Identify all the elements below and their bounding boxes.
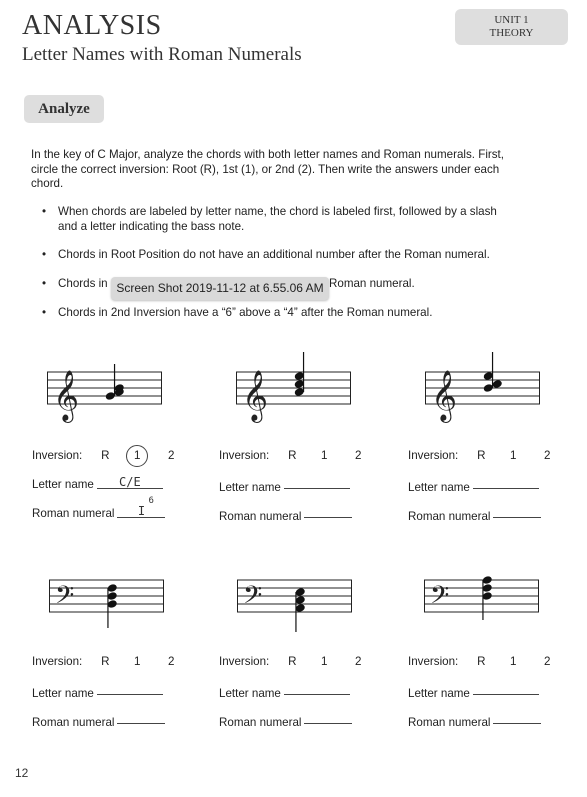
music-staff — [49, 568, 174, 628]
inversion-label: Inversion: — [32, 449, 83, 462]
bullet-text: Chords in — [58, 277, 108, 290]
letter-name-row — [32, 475, 163, 491]
letter-name-label: Letter name — [32, 687, 94, 700]
letter-name-answer-field[interactable] — [284, 682, 350, 695]
inversion-option-r[interactable]: R — [477, 655, 486, 668]
inversion-row — [32, 449, 178, 462]
inversion-option-1[interactable]: 1 — [134, 655, 141, 668]
page-subtitle: Letter Names with Roman Numerals — [22, 44, 302, 65]
inversion-option-1[interactable]: 1 — [321, 655, 328, 668]
bullet-dot: • — [42, 248, 47, 261]
roman-numeral-label: Roman numeral — [32, 716, 115, 729]
bullet-text: Chords in Root Position do not have an additional number after the Roman numeral. — [58, 248, 490, 261]
inversion-option-2[interactable]: 2 — [168, 449, 175, 462]
roman-numeral-answer-field[interactable] — [493, 505, 541, 518]
inversion-option-1[interactable]: 1 — [510, 449, 517, 462]
letter-name-label: Letter name — [408, 687, 470, 700]
music-staff — [425, 360, 550, 420]
letter-name-label: Letter name — [219, 687, 281, 700]
letter-name-answer-field[interactable] — [473, 682, 539, 695]
inversion-row — [32, 655, 178, 668]
bass-clef-icon: 𝄢 — [55, 581, 75, 616]
inversion-option-r[interactable]: R — [477, 449, 486, 462]
roman-numeral-row — [32, 496, 165, 520]
roman-numeral-answer: I — [137, 504, 146, 518]
letter-name-row — [32, 684, 163, 700]
inversion-label: Inversion: — [219, 655, 270, 668]
roman-numeral-label: Roman numeral — [408, 716, 491, 729]
inversion-row — [408, 449, 554, 462]
treble-clef-icon: 𝄞 — [242, 370, 269, 421]
letter-name-label: Letter name — [32, 478, 94, 491]
figured-bass-number: 6 — [148, 496, 154, 506]
music-staff — [237, 568, 362, 628]
letter-name-answer-field[interactable] — [284, 476, 350, 489]
roman-numeral-answer-field[interactable] — [117, 496, 165, 518]
music-staff — [47, 360, 172, 420]
letter-name-row — [408, 478, 539, 494]
letter-name-row — [219, 478, 350, 494]
roman-numeral-label: Roman numeral — [219, 510, 302, 523]
inversion-option-2[interactable]: 2 — [544, 655, 551, 668]
inversion-row — [219, 449, 365, 462]
roman-numeral-row — [32, 713, 165, 729]
screenshot-filename-tooltip: Screen Shot 2019-11-12 at 6.55.06 AM — [111, 277, 329, 300]
letter-name-row — [219, 684, 350, 700]
roman-numeral-label: Roman numeral — [219, 716, 302, 729]
inversion-option-2[interactable]: 2 — [168, 655, 175, 668]
unit-category: THEORY — [489, 27, 534, 39]
roman-numeral-answer-field[interactable] — [117, 711, 165, 724]
inversion-option-r[interactable]: R — [288, 655, 297, 668]
circled-selection-mark — [126, 445, 148, 467]
roman-numeral-row — [219, 713, 352, 729]
inversion-option-r[interactable]: R — [101, 449, 110, 462]
letter-name-answer-field[interactable] — [97, 682, 163, 695]
bullet-dot: • — [42, 277, 47, 290]
roman-numeral-row — [408, 713, 541, 729]
letter-name-row — [408, 684, 539, 700]
inversion-option-1[interactable]: 1 — [130, 449, 144, 462]
inversion-option-r[interactable]: R — [101, 655, 110, 668]
unit-label: UNIT 1 — [494, 14, 529, 26]
roman-numeral-label: Roman numeral — [32, 507, 115, 520]
page-number: 12 — [15, 766, 29, 780]
roman-numeral-row — [408, 507, 541, 523]
bullet-text-continued: Roman numeral. — [329, 277, 415, 290]
letter-name-answer-field[interactable]: C/E — [97, 476, 163, 489]
roman-numeral-answer-field[interactable] — [304, 711, 352, 724]
inversion-option-2[interactable]: 2 — [355, 655, 362, 668]
unit-badge — [455, 9, 568, 45]
letter-name-answer-field[interactable] — [473, 476, 539, 489]
roman-numeral-row — [219, 507, 352, 523]
inversion-label: Inversion: — [219, 449, 270, 462]
roman-numeral-answer-field[interactable] — [304, 505, 352, 518]
letter-name-label: Letter name — [408, 481, 470, 494]
treble-clef-icon: 𝄞 — [53, 370, 80, 421]
inversion-option-2[interactable]: 2 — [355, 449, 362, 462]
bass-clef-icon: 𝄢 — [430, 581, 450, 616]
inversion-option-1[interactable]: 1 — [510, 655, 517, 668]
inversion-label: Inversion: — [408, 449, 459, 462]
inversion-label: Inversion: — [32, 655, 83, 668]
bullet-text: Chords in 2nd Inversion have a “6” above a “4” after the Roman numeral. — [58, 306, 433, 319]
letter-name-label: Letter name — [219, 481, 281, 494]
page-title: ANALYSIS — [22, 10, 162, 41]
bullet-dot: • — [42, 306, 47, 319]
music-staff — [236, 360, 361, 420]
roman-numeral-label: Roman numeral — [408, 510, 491, 523]
chord-notehead — [492, 379, 503, 389]
roman-numeral-answer-field[interactable] — [493, 711, 541, 724]
inversion-row — [219, 655, 365, 668]
inversion-row — [408, 655, 554, 668]
inversion-option-2[interactable]: 2 — [544, 449, 551, 462]
section-tab-analyze: Analyze — [24, 95, 104, 123]
inversion-label: Inversion: — [408, 655, 459, 668]
treble-clef-icon: 𝄞 — [431, 370, 458, 421]
instructions-text: In the key of C Major, analyze the chords with both letter names and Roman numerals. First, circle the correct inversion: Root (R), 1st (1), or 2nd (2). Then write the answers under each chord. — [31, 148, 504, 190]
inversion-option-r[interactable]: R — [288, 449, 297, 462]
bullet-text: When chords are labeled by letter name, the chord is labeled first, followed by a slash and a letter indicating the bass note. — [58, 205, 497, 233]
bullet-dot: • — [42, 205, 47, 218]
music-staff — [424, 568, 549, 628]
inversion-option-1[interactable]: 1 — [321, 449, 328, 462]
bass-clef-icon: 𝄢 — [243, 581, 263, 616]
